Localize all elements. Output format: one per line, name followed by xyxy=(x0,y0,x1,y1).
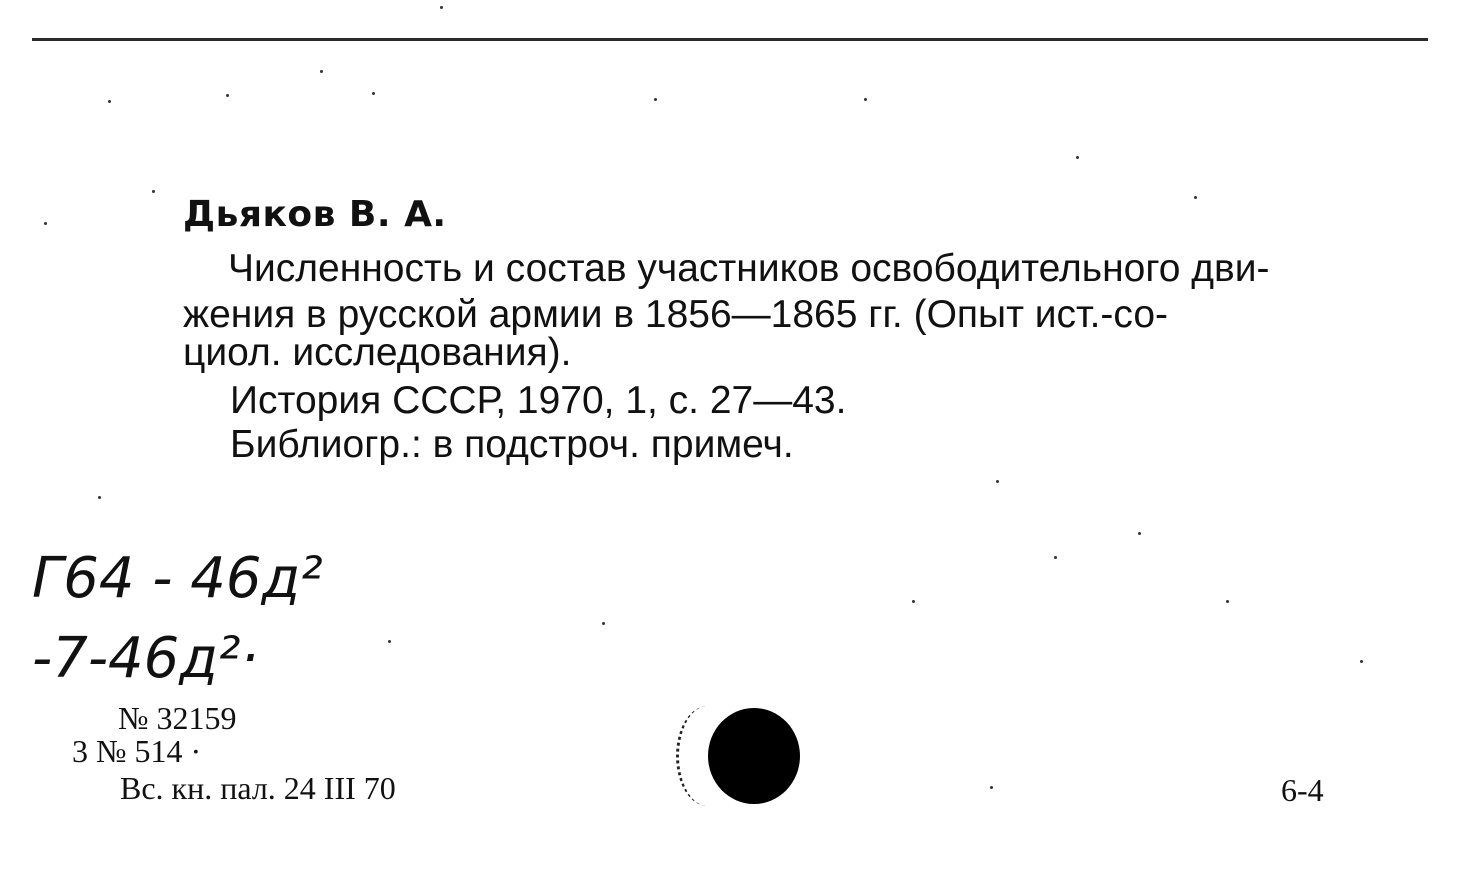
order-number: 3 № 514 · xyxy=(72,733,202,769)
speck xyxy=(372,92,375,95)
speck xyxy=(864,98,867,101)
title-line-3: циол. исследования). xyxy=(183,331,572,374)
speck xyxy=(1138,532,1141,535)
title-line-1: Численность и состав участников освободительного дви- xyxy=(228,247,1270,290)
title-line-2: жения в русской армии в 1856—1865 гг. (Опыт ист.-со- xyxy=(183,293,1169,336)
speck xyxy=(990,786,993,789)
author-name: Дьяков В. А. xyxy=(183,194,447,235)
speck xyxy=(1194,196,1197,199)
speck xyxy=(152,190,155,193)
speck xyxy=(1076,156,1079,159)
speck xyxy=(388,640,391,643)
card-code: 6-4 xyxy=(1281,772,1324,808)
speck xyxy=(440,6,443,9)
speck xyxy=(108,100,111,103)
speck xyxy=(44,222,47,225)
speck xyxy=(1054,556,1057,559)
speck xyxy=(996,480,999,483)
speck xyxy=(912,600,915,603)
speck xyxy=(654,98,657,101)
speck xyxy=(98,496,101,499)
top-rule xyxy=(32,38,1428,41)
speck xyxy=(602,622,605,625)
accession-number: № 32159 xyxy=(118,700,237,736)
speck xyxy=(1226,600,1229,603)
source-citation: История СССР, 1970, 1, с. 27—43. xyxy=(230,379,847,422)
speck xyxy=(1360,660,1363,663)
handwritten-shelfmark-2: -7-46д²· xyxy=(32,626,259,691)
bibliography-note: Библиогр.: в подстроч. примеч. xyxy=(230,423,794,466)
book-chamber-line: Вс. кн. пал. 24 III 70 xyxy=(120,770,396,806)
handwritten-shelfmark-1: Г64 - 46д² xyxy=(32,546,323,611)
speck xyxy=(320,70,323,73)
speck xyxy=(226,94,229,97)
punch-hole xyxy=(708,708,800,804)
